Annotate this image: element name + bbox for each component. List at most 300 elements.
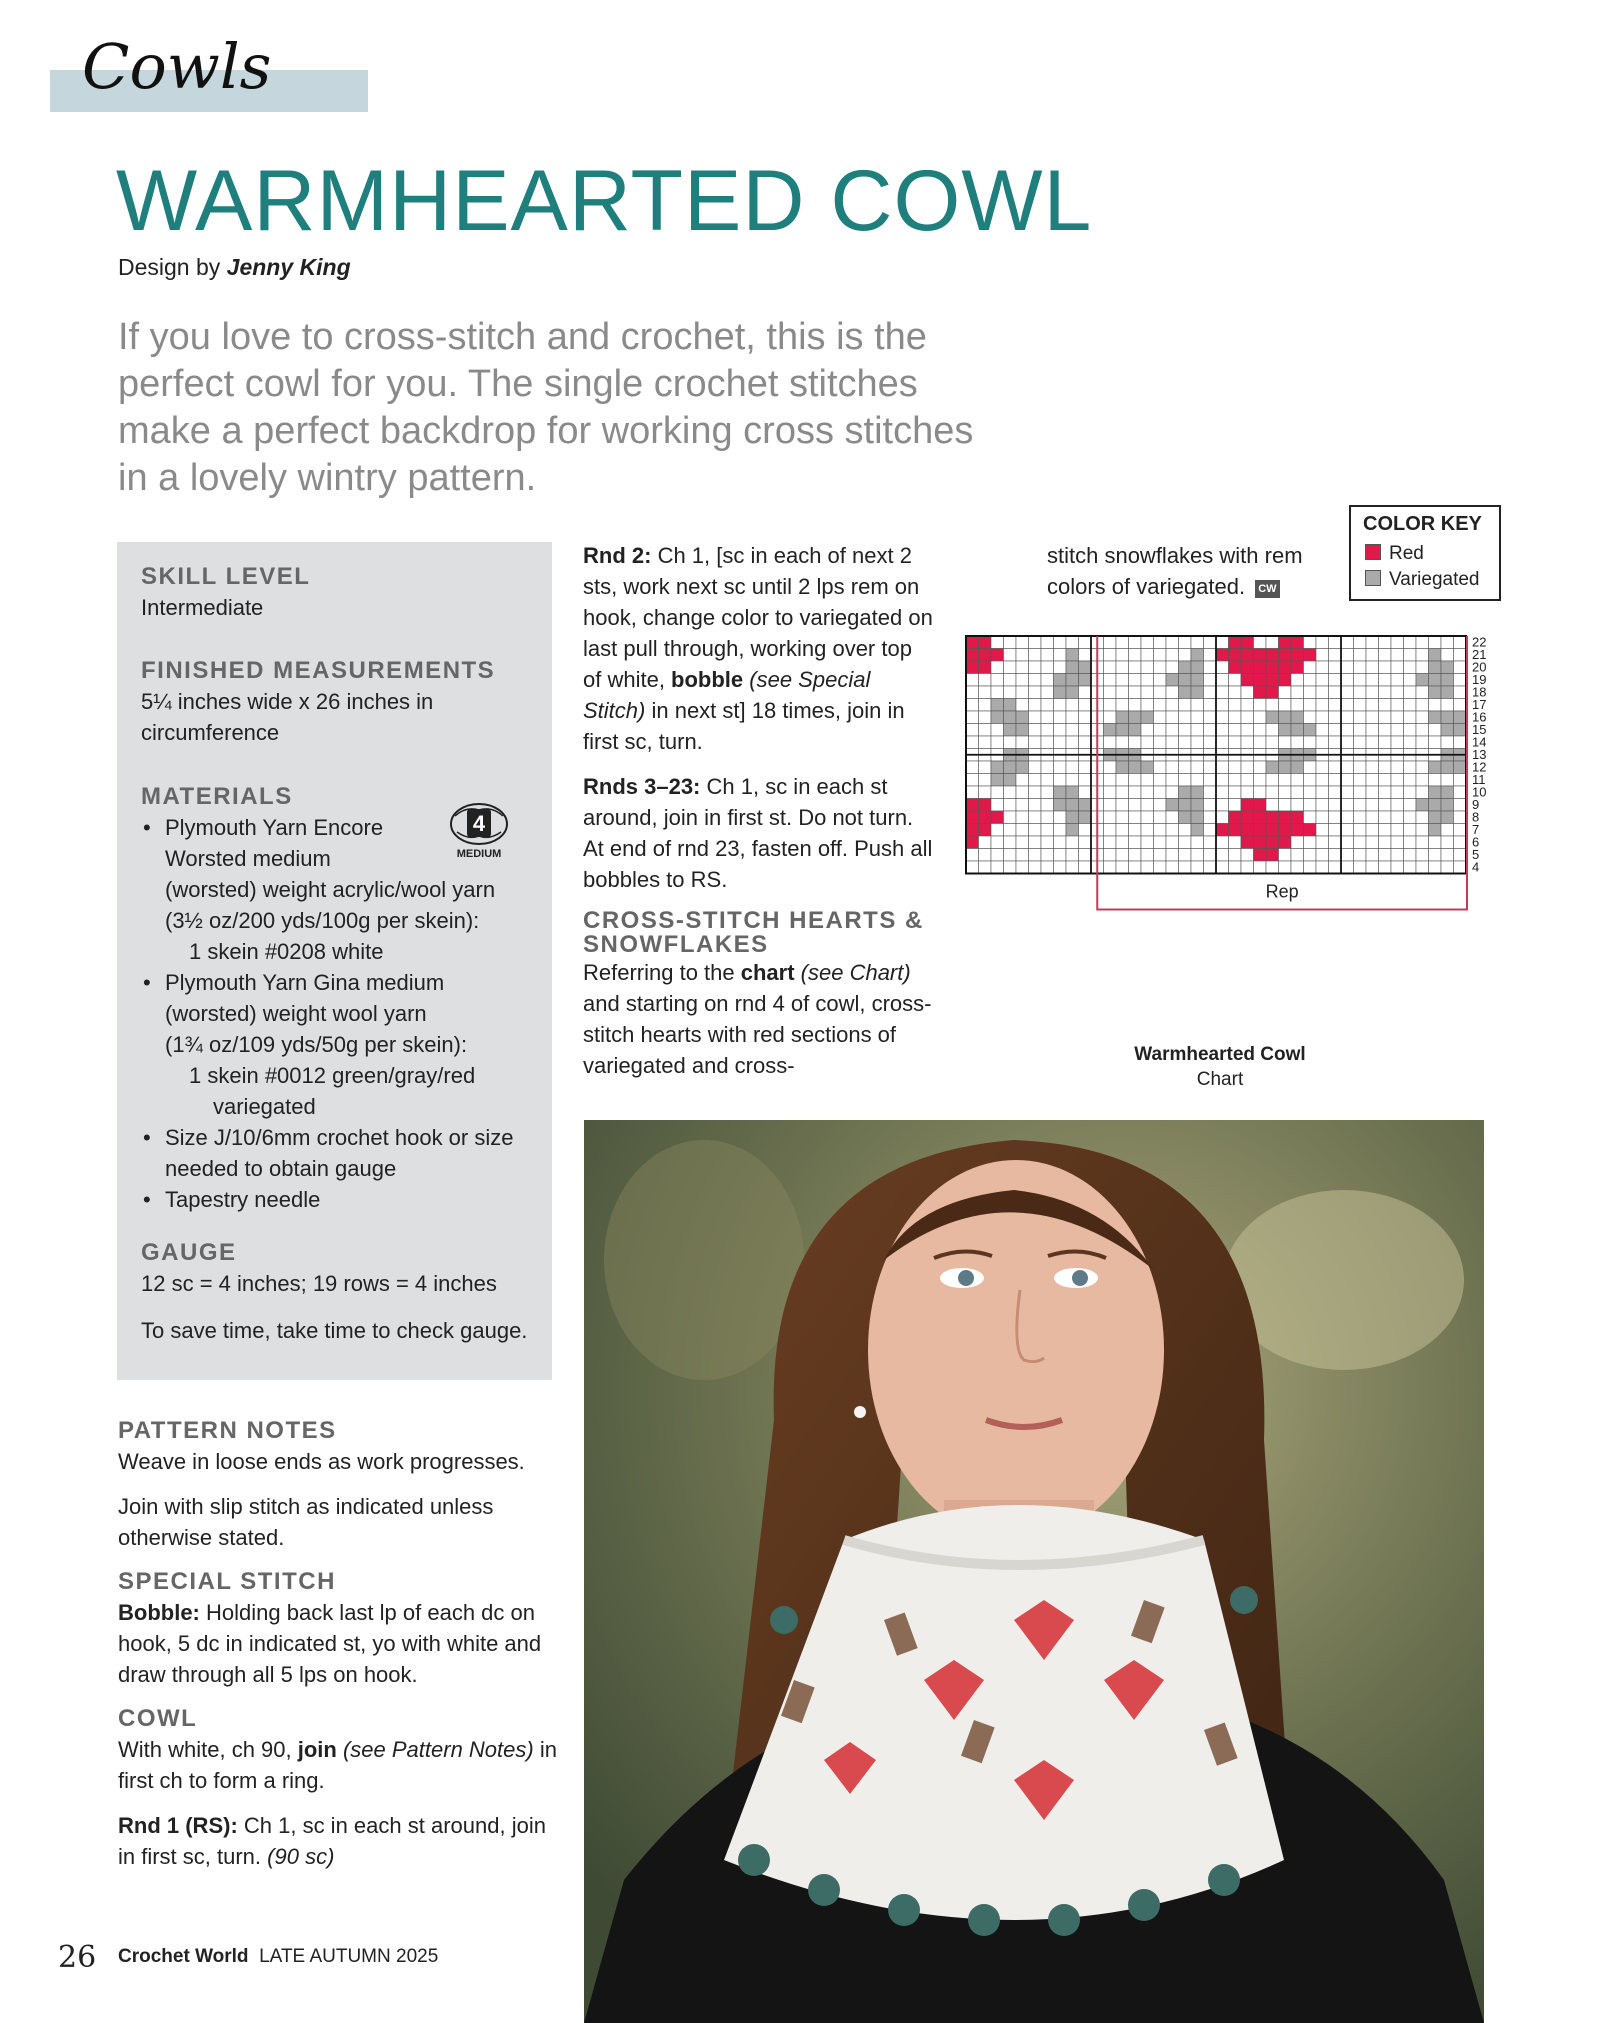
chart-cell xyxy=(1341,699,1354,712)
chart-cell xyxy=(979,811,992,824)
gauge-section xyxy=(141,1238,541,1346)
chart-cell xyxy=(1066,849,1079,862)
chart-cell xyxy=(1079,649,1092,662)
chart-cell xyxy=(1379,724,1392,737)
chart-cell xyxy=(1179,649,1192,662)
chart-cell xyxy=(1216,849,1229,862)
mat3-a: • Size J/10/6mm crochet hook or size xyxy=(165,1125,514,1150)
chart-cell xyxy=(1454,786,1467,799)
chart-cell xyxy=(1366,786,1379,799)
material-item xyxy=(141,1184,541,1215)
chart-row-label: 19 xyxy=(1472,672,1487,687)
bobble-text: Holding back last lp of each dc on hook, 5 dc in indicated st, yo with white and draw through all 5 lps on hook. xyxy=(118,1600,542,1687)
chart-cell xyxy=(1179,824,1192,837)
chart-cell xyxy=(1216,674,1229,687)
chart-cell xyxy=(1416,661,1429,674)
special-heading: SPECIAL STITCH xyxy=(118,1568,336,1595)
chart-cell xyxy=(1304,674,1317,687)
mat1-d: (3½ oz/200 yds/100g per skein): xyxy=(165,908,480,933)
chart-cell xyxy=(1179,811,1192,824)
chart-cell xyxy=(1054,724,1067,737)
chart-cell xyxy=(1029,861,1042,874)
material-item xyxy=(141,967,541,1122)
chart-cell xyxy=(1304,636,1317,649)
chart-cell xyxy=(1054,674,1067,687)
chart-cell xyxy=(1304,761,1317,774)
chart-cell xyxy=(1391,711,1404,724)
chart-row-label: 13 xyxy=(1472,747,1487,762)
chart-cell xyxy=(1004,861,1017,874)
mat2-b: (worsted) weight wool yarn xyxy=(165,1001,427,1026)
chart-cell xyxy=(1316,674,1329,687)
skill-heading: SKILL LEVEL xyxy=(141,563,311,590)
chart-cell xyxy=(1116,811,1129,824)
chart-cell xyxy=(1366,661,1379,674)
chart-cell xyxy=(1316,649,1329,662)
chart-cell xyxy=(1179,636,1192,649)
chart-cell xyxy=(1054,849,1067,862)
chart-cell xyxy=(1316,786,1329,799)
chart-cell xyxy=(1166,649,1179,662)
chart-cell xyxy=(1004,636,1017,649)
chart-cell xyxy=(1229,824,1242,837)
cowl-heading: COWL xyxy=(118,1705,198,1732)
chart-cell xyxy=(1129,786,1142,799)
chart-cell xyxy=(1329,686,1342,699)
chart-cell xyxy=(1229,774,1242,787)
cowl-text-1: With white, ch 90, xyxy=(118,1737,298,1762)
chart-cell xyxy=(1291,774,1304,787)
rnd1-paragraph xyxy=(118,1810,558,1872)
chart-cell xyxy=(1354,661,1367,674)
chart-cell xyxy=(1416,649,1429,662)
chart-cell xyxy=(1116,636,1129,649)
chart-cell xyxy=(1116,836,1129,849)
chart-cell xyxy=(1316,724,1329,737)
chart-cell xyxy=(1329,724,1342,737)
chart-cell xyxy=(1279,686,1292,699)
chart-cell xyxy=(1316,699,1329,712)
chart-cell xyxy=(1154,774,1167,787)
chart-cell xyxy=(1216,861,1229,874)
chart-cell xyxy=(1041,786,1054,799)
chart-row-label: 11 xyxy=(1472,772,1486,787)
chart-cell xyxy=(1341,761,1354,774)
chart-cell xyxy=(1366,674,1379,687)
chart-cell xyxy=(1116,774,1129,787)
right-column xyxy=(1047,540,1337,602)
chart-cell xyxy=(1291,699,1304,712)
chart-cell xyxy=(1391,861,1404,874)
chart-cell xyxy=(1254,736,1267,749)
color-key xyxy=(1349,505,1501,601)
chart-cell xyxy=(1041,799,1054,812)
chart-cell xyxy=(1341,649,1354,662)
chart-cell xyxy=(1229,661,1242,674)
chart-cell xyxy=(966,636,979,649)
cowl-paragraph xyxy=(118,1734,558,1796)
chart-cell xyxy=(1279,699,1292,712)
chart-cell xyxy=(1066,774,1079,787)
chart-cell xyxy=(1166,761,1179,774)
chart-cell xyxy=(1304,699,1317,712)
chart-cell xyxy=(966,699,979,712)
chart-cell xyxy=(1279,724,1292,737)
chart-cell xyxy=(1379,661,1392,674)
chart-cell xyxy=(991,711,1004,724)
chart-cell xyxy=(1066,636,1079,649)
chart-cell xyxy=(991,849,1004,862)
measure-heading: FINISHED MEASUREMENTS xyxy=(141,657,496,684)
chart-cell xyxy=(966,724,979,737)
chart-cell xyxy=(1454,686,1467,699)
chart-cell xyxy=(1429,711,1442,724)
chart-cell xyxy=(979,736,992,749)
chart-row-label: 4 xyxy=(1472,859,1480,875)
chart-cell xyxy=(1291,861,1304,874)
chart-cell xyxy=(1291,724,1304,737)
chart-cell xyxy=(1366,774,1379,787)
chart-cell xyxy=(1041,649,1054,662)
chart-cell xyxy=(1266,674,1279,687)
chart-cell xyxy=(1191,824,1204,837)
chart-cell xyxy=(979,836,992,849)
chart-cell xyxy=(1141,849,1154,862)
chart-cell xyxy=(1379,861,1392,874)
section-label: Cowls xyxy=(82,30,272,103)
chart-cell xyxy=(966,761,979,774)
chart-cell xyxy=(1079,724,1092,737)
yarn-badge-label: MEDIUM xyxy=(456,848,502,860)
chart-cell xyxy=(1041,661,1054,674)
chart-cell xyxy=(1391,661,1404,674)
chart-cell xyxy=(1291,674,1304,687)
chart-cell xyxy=(1029,724,1042,737)
chart-cell xyxy=(979,661,992,674)
chart-cell xyxy=(1016,811,1029,824)
chart-cell xyxy=(966,674,979,687)
chart-cell xyxy=(1004,836,1017,849)
chart-cell xyxy=(1391,774,1404,787)
red-label: Red xyxy=(1389,543,1424,564)
chart-cell xyxy=(1341,711,1354,724)
chart-cell xyxy=(1004,774,1017,787)
chart-cell xyxy=(1104,711,1117,724)
chart-cell xyxy=(1416,736,1429,749)
chart-cell xyxy=(1029,774,1042,787)
chart-cell xyxy=(1266,786,1279,799)
chart-cell xyxy=(1154,824,1167,837)
chart-cell xyxy=(1429,736,1442,749)
chart-cell xyxy=(1316,711,1329,724)
chart-cell xyxy=(1354,811,1367,824)
cross-chart: chart xyxy=(740,960,795,985)
chart-cell xyxy=(1266,836,1279,849)
chart-cell xyxy=(1079,686,1092,699)
chart-cell xyxy=(1341,861,1354,874)
chart-cell xyxy=(1429,811,1442,824)
chart-cell xyxy=(1016,849,1029,862)
chart-cell xyxy=(1266,824,1279,837)
chart-cell xyxy=(1104,761,1117,774)
cross-text-2: and starting on rnd 4 of cowl, cross-stitch hearts with red sections of variegated and cross- xyxy=(583,991,932,1078)
chart-cell xyxy=(1404,836,1417,849)
chart-cell xyxy=(1404,811,1417,824)
chart-row-label: 16 xyxy=(1472,709,1487,725)
chart-cell xyxy=(1266,761,1279,774)
chart-cell xyxy=(1204,849,1217,862)
chart-cell xyxy=(1116,649,1129,662)
chart-cell xyxy=(1229,686,1242,699)
chart-cell xyxy=(1454,661,1467,674)
chart-cell xyxy=(1166,861,1179,874)
chart-cell xyxy=(1154,686,1167,699)
chart-cell xyxy=(1254,661,1267,674)
chart-cell xyxy=(1229,736,1242,749)
chart-cell xyxy=(1054,736,1067,749)
chart-cell xyxy=(1316,736,1329,749)
chart-cell xyxy=(1104,699,1117,712)
chart-cell xyxy=(1066,686,1079,699)
chart-cell xyxy=(1129,836,1142,849)
chart-cell xyxy=(1354,799,1367,812)
chart-cell xyxy=(1366,824,1379,837)
chart-cell xyxy=(1191,686,1204,699)
chart-cell xyxy=(1066,736,1079,749)
chart-cell xyxy=(1141,761,1154,774)
chart-cell xyxy=(1004,661,1017,674)
chart-cell xyxy=(1441,761,1454,774)
chart-cell xyxy=(1404,636,1417,649)
chart-cell xyxy=(1329,774,1342,787)
chart-cell xyxy=(966,649,979,662)
chart-cell xyxy=(1404,724,1417,737)
chart-cell xyxy=(1241,661,1254,674)
chart-cell xyxy=(979,861,992,874)
chart-cell xyxy=(1229,636,1242,649)
variegated-swatch xyxy=(1365,570,1381,586)
chart-cell xyxy=(1241,849,1254,862)
chart-cell xyxy=(1004,711,1017,724)
chart-cell xyxy=(1016,761,1029,774)
chart-cell xyxy=(966,786,979,799)
chart-cell xyxy=(1379,636,1392,649)
chart-cell xyxy=(1216,799,1229,812)
chart-cell xyxy=(1016,836,1029,849)
chart-cell xyxy=(1216,774,1229,787)
chart-cell xyxy=(1079,799,1092,812)
chart-cell xyxy=(1041,849,1054,862)
chart-cell xyxy=(991,786,1004,799)
chart-cell xyxy=(1379,699,1392,712)
chart-cell xyxy=(991,836,1004,849)
chart-cell xyxy=(1079,674,1092,687)
chart-cell xyxy=(1304,836,1317,849)
chart-cell xyxy=(1041,861,1054,874)
chart-cell xyxy=(1341,686,1354,699)
chart-cell xyxy=(1116,861,1129,874)
chart-cell xyxy=(1241,799,1254,812)
chart-cell xyxy=(1116,824,1129,837)
skill-section xyxy=(141,562,541,623)
chart-cell xyxy=(1416,836,1429,849)
chart-cell xyxy=(1104,724,1117,737)
chart-cell xyxy=(1366,849,1379,862)
cowl-join: join xyxy=(297,1737,337,1762)
chart-cell xyxy=(1416,799,1429,812)
chart-cell xyxy=(1216,724,1229,737)
chart-cell xyxy=(1304,799,1317,812)
chart-cell xyxy=(1054,774,1067,787)
chart-cell xyxy=(1416,636,1429,649)
chart-cell xyxy=(1079,774,1092,787)
chart-cell xyxy=(1016,736,1029,749)
chart-cell xyxy=(1216,699,1229,712)
chart-cell xyxy=(1204,799,1217,812)
chart-cell xyxy=(1229,724,1242,737)
chart-cell xyxy=(1379,849,1392,862)
chart-cell xyxy=(1154,636,1167,649)
chart-cell xyxy=(1404,774,1417,787)
chart-cell xyxy=(1329,861,1342,874)
chart-cell xyxy=(1104,774,1117,787)
chart-cell xyxy=(1179,674,1192,687)
chart-cell xyxy=(1029,636,1042,649)
chart-cell xyxy=(1179,699,1192,712)
chart-cell xyxy=(1029,811,1042,824)
chart-cell xyxy=(1054,649,1067,662)
chart-cell xyxy=(1179,711,1192,724)
chart-cell xyxy=(1154,836,1167,849)
mat1-a: • Plymouth Yarn Encore xyxy=(165,815,384,840)
chart-cell xyxy=(1054,661,1067,674)
chart-cell xyxy=(1254,649,1267,662)
chart-cell xyxy=(1179,861,1192,874)
chart-row-label: 21 xyxy=(1472,647,1487,662)
chart-cell xyxy=(1141,736,1154,749)
chart-cell xyxy=(1216,836,1229,849)
chart-cell xyxy=(1204,699,1217,712)
chart-cell xyxy=(1066,699,1079,712)
chart-cell xyxy=(1054,786,1067,799)
chart-cell xyxy=(1116,799,1129,812)
chart-cell xyxy=(1304,811,1317,824)
chart-cell xyxy=(1066,724,1079,737)
magazine-footer xyxy=(118,1946,438,1968)
chart-row-label: 7 xyxy=(1472,822,1480,837)
chart-cell xyxy=(1316,811,1329,824)
chart-cell xyxy=(1104,849,1117,862)
cowl-see: (see Pattern Notes) xyxy=(336,1737,534,1762)
chart-cell xyxy=(1129,686,1142,699)
chart-cell xyxy=(1279,861,1292,874)
chart-cell xyxy=(1216,824,1229,837)
chart-cell xyxy=(1404,711,1417,724)
chart-cell xyxy=(1366,649,1379,662)
chart-cell xyxy=(1354,786,1367,799)
chart-cell xyxy=(1279,849,1292,862)
color-key-variegated xyxy=(1365,569,1480,591)
chart-cell xyxy=(1429,761,1442,774)
chart-cell xyxy=(1054,636,1067,649)
rnd1-text: Ch 1, sc in each st around, join in first sc, turn. xyxy=(118,1813,546,1869)
chart-cell xyxy=(1354,724,1367,737)
chart-cell xyxy=(1354,761,1367,774)
chart-cell xyxy=(1391,724,1404,737)
chart-cell xyxy=(1016,674,1029,687)
chart-cell xyxy=(1329,674,1342,687)
gauge-heading: GAUGE xyxy=(141,1239,237,1266)
chart-cell xyxy=(1404,661,1417,674)
chart-cell xyxy=(1079,711,1092,724)
chart-cell xyxy=(1441,699,1454,712)
chart-cell xyxy=(1266,774,1279,787)
chart-cell xyxy=(1266,724,1279,737)
chart-cell xyxy=(1179,799,1192,812)
gauge-value: 12 sc = 4 inches; 19 rows = 4 inches xyxy=(141,1271,497,1296)
chart-cell xyxy=(1279,836,1292,849)
mat1-b: Worsted medium xyxy=(165,846,331,871)
chart-cell xyxy=(1379,736,1392,749)
chart-cell xyxy=(1029,686,1042,699)
end-mark: CW xyxy=(1255,580,1279,598)
chart-cell xyxy=(1416,761,1429,774)
chart-cell xyxy=(991,674,1004,687)
chart-cell xyxy=(991,649,1004,662)
chart-cell xyxy=(1204,686,1217,699)
chart-cell xyxy=(1141,861,1154,874)
chart-cell xyxy=(1304,686,1317,699)
chart-cell xyxy=(1129,861,1142,874)
chart-cell xyxy=(1454,724,1467,737)
mat4: Tapestry needle xyxy=(165,1187,321,1212)
chart-cell xyxy=(1216,736,1229,749)
chart-cell xyxy=(1441,636,1454,649)
chart-cell xyxy=(1016,661,1029,674)
chart-cell xyxy=(1391,824,1404,837)
notes-heading: PATTERN NOTES xyxy=(118,1417,337,1444)
chart-cell xyxy=(979,849,992,862)
left-column xyxy=(118,1410,558,1886)
chart-cell xyxy=(1291,836,1304,849)
chart-cell xyxy=(1354,774,1367,787)
chart-row-label: 18 xyxy=(1472,684,1487,700)
chart-cell xyxy=(1241,649,1254,662)
chart-cell xyxy=(1316,836,1329,849)
chart-cell xyxy=(1191,661,1204,674)
chart-cell xyxy=(1379,774,1392,787)
chart-cell xyxy=(1066,811,1079,824)
chart-cell xyxy=(1029,836,1042,849)
chart-cell xyxy=(1004,686,1017,699)
chart-cell xyxy=(1154,861,1167,874)
chart-cell xyxy=(1054,811,1067,824)
chart-cell xyxy=(1441,649,1454,662)
stitch-chart xyxy=(962,632,1487,1028)
chart-cell xyxy=(991,699,1004,712)
chart-cell xyxy=(1154,699,1167,712)
chart-cell xyxy=(1254,711,1267,724)
chart-cell xyxy=(1454,824,1467,837)
chart-cell xyxy=(1404,786,1417,799)
chart-cell xyxy=(1216,711,1229,724)
chart-cell xyxy=(1254,674,1267,687)
rnd2-text-1: Ch 1, [sc in each of next 2 sts, work next sc until 2 lps rem on hook, change color to variegated on last pull through, working over top of white, xyxy=(583,543,933,692)
chart-cell xyxy=(1241,774,1254,787)
chart-cell xyxy=(1066,661,1079,674)
rnd2-text-2: in next st] 18 times, join in first sc, turn. xyxy=(583,698,905,754)
chart-cell xyxy=(1129,736,1142,749)
